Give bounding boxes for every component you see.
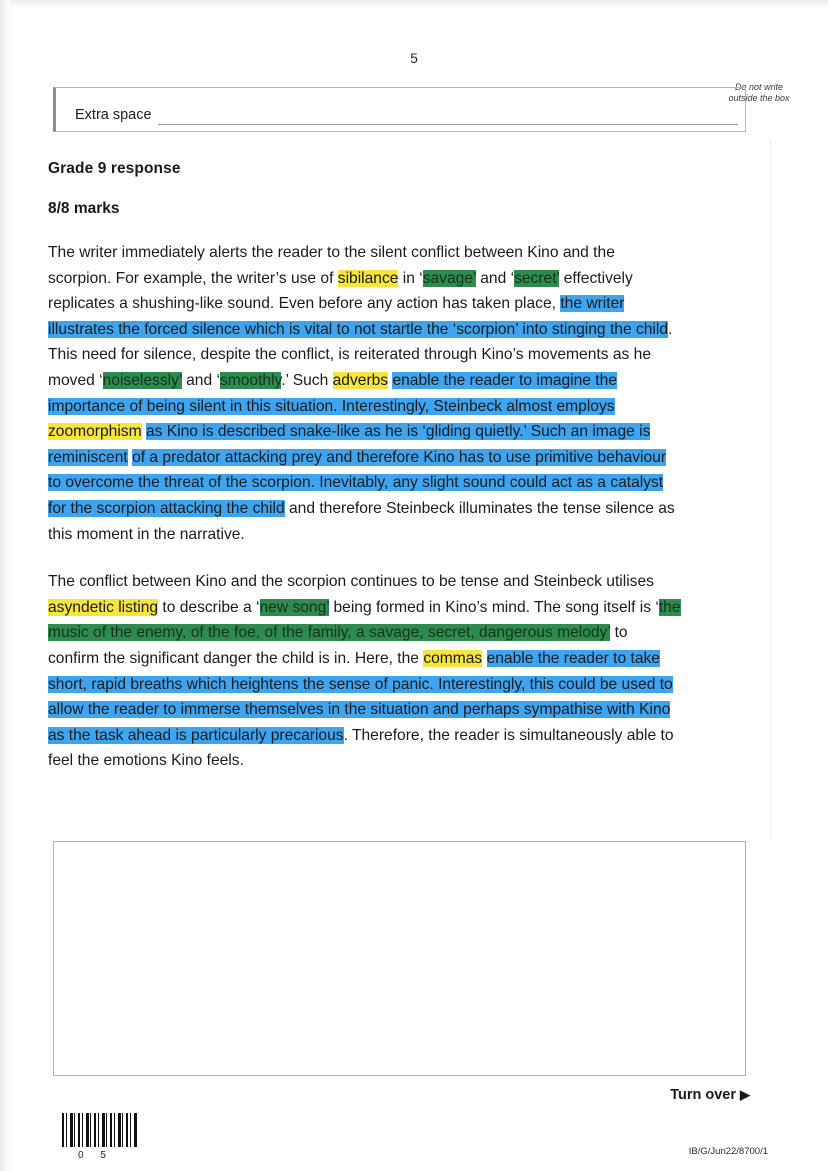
highlight-green: noiselessly’ bbox=[102, 371, 182, 389]
text-run bbox=[482, 650, 486, 667]
response-marks: 8/8 marks bbox=[48, 200, 120, 217]
response-paragraph bbox=[48, 240, 682, 547]
scan-edge-left bbox=[0, 0, 10, 1171]
text-run: The conflict between Kino and the scorpion continues to be tense and Steinbeck utilises bbox=[48, 573, 654, 591]
highlight-yellow: asyndetic listing bbox=[48, 598, 159, 616]
scan-edge-top bbox=[0, 0, 828, 8]
highlight-blue: enable the reader to take short, rapid breaths which heightens the sense of panic. Interestingly, this could be used to allow the reader to immerse themselves in the situation and perhaps sympathise with Kino as the task ahead is particularly precarious bbox=[48, 649, 673, 744]
highlight-blue: as Kino is described snake-like as he is ‘gliding quietly.’ Such an image is reminiscent bbox=[48, 423, 651, 466]
text-run: and ‘ bbox=[181, 371, 220, 389]
text-run: .’ Such bbox=[281, 371, 333, 389]
turn-over-label bbox=[670, 1087, 750, 1103]
highlight-green: the music of the enemy, of the foe, of the family, a savage, secret, dangerous melody’ bbox=[48, 598, 681, 642]
highlight-yellow: sibilance bbox=[337, 269, 399, 287]
highlight-yellow: zoomorphism bbox=[48, 423, 142, 441]
highlight-green: secret’ bbox=[514, 269, 560, 287]
turn-over-text: Turn over bbox=[670, 1087, 736, 1103]
extra-space-box bbox=[53, 87, 746, 132]
response-paragraph bbox=[48, 569, 682, 774]
text-run: . This need for silence, despite the conflict, is reiterated through Kino’s movements as he moved ‘ bbox=[48, 320, 673, 389]
text-run: being formed in Kino’s mind. The song itself is ‘ bbox=[329, 598, 659, 616]
page-number: 5 bbox=[410, 50, 418, 66]
highlight-green: smoothly bbox=[219, 371, 282, 389]
response-paragraphs bbox=[48, 240, 682, 774]
highlight-blue: the writer illustrates the forced silence which is vital to not startle the ‘scorpion’ into stinging the child bbox=[48, 295, 669, 338]
response-content bbox=[48, 160, 682, 796]
text-run: to confirm the significant danger the child is in. Here, the bbox=[48, 624, 628, 667]
response-heading: Grade 9 response bbox=[48, 160, 181, 177]
barcode-digits: 0 5 bbox=[78, 1150, 113, 1161]
page-crease bbox=[770, 140, 771, 840]
text-run: . Therefore, the reader is simultaneously able to feel the emotions Kino feels. bbox=[48, 726, 674, 770]
highlight-yellow: adverbs bbox=[332, 371, 389, 389]
barcode-icon bbox=[62, 1113, 138, 1147]
highlight-green: savage’ bbox=[422, 269, 476, 287]
text-run: and ‘ bbox=[475, 269, 515, 287]
text-run: effectively replicates a shushing-like sound. Even before any action has taken place, bbox=[48, 269, 633, 313]
text-run: in ‘ bbox=[398, 269, 423, 287]
extra-space-label: Extra space bbox=[75, 107, 152, 123]
highlight-blue: of a predator attacking prey and therefore Kino has to use primitive behaviour to overcome the threat of the scorpion. Inevitably, any slight sound could act as a catalyst for the scorpion attacking the child bbox=[48, 448, 667, 517]
document-code: IB/G/Jun22/8700/1 bbox=[688, 1146, 768, 1157]
text-run: The writer immediately alerts the reader to the silent conflict between Kino and the scorpion. For example, the writer’s use of bbox=[48, 244, 615, 287]
blank-answer-box[interactable] bbox=[53, 841, 746, 1076]
highlight-green: new song’ bbox=[259, 598, 330, 616]
highlight-blue: enable the reader to imagine the importance of being silent in this situation. Interestingly, Steinbeck almost employs bbox=[48, 371, 617, 415]
extra-space-writing-line bbox=[158, 124, 738, 125]
highlight-yellow: commas bbox=[423, 649, 483, 667]
turn-over-arrow-icon: ▶ bbox=[740, 1087, 750, 1102]
text-run: to describe a ‘ bbox=[158, 598, 260, 616]
margin-note-do-not-write: Do not write outside the box bbox=[728, 82, 790, 104]
text-run: and therefore Steinbeck illuminates the tense silence as this moment in the narrative. bbox=[48, 499, 675, 543]
